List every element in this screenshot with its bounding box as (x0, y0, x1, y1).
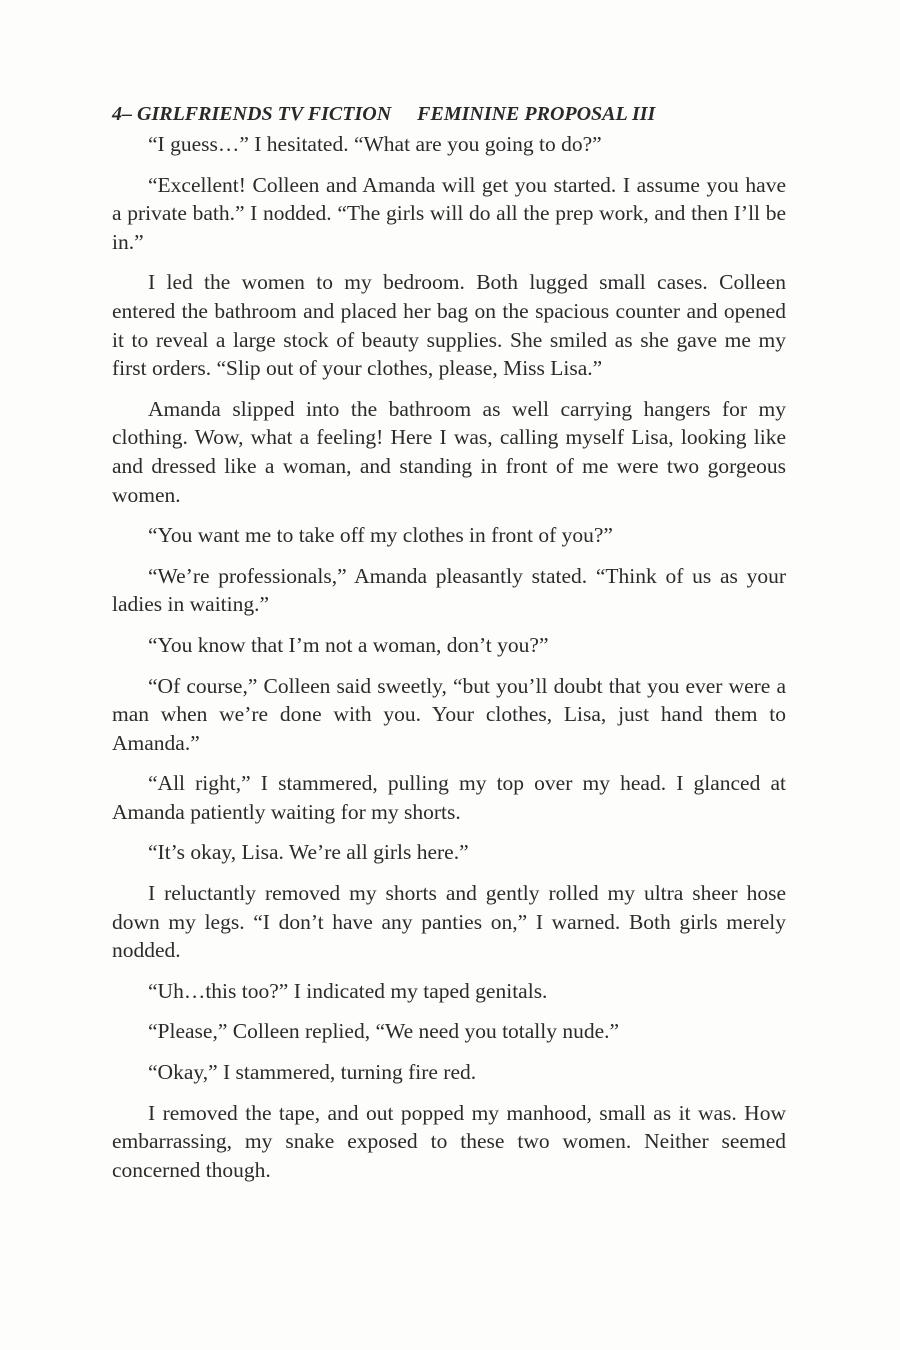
paragraph: Amanda slipped into the bathroom as well carrying hangers for my clothing. Wow, what a feeling! Here I was, calling myself Lisa, looking like and dressed like a woman, and standing in front of me were two gorgeous women. (112, 396, 786, 507)
paragraph: I removed the tape, and out popped my manhood, small as it was. How embarrassing, my snake exposed to these two women. Neither seemed concerned though. (112, 1100, 786, 1182)
page-number: 4 (112, 103, 122, 125)
header-separator: – (122, 103, 132, 125)
paragraph: “It’s okay, Lisa. We’re all girls here.” (148, 840, 469, 865)
paragraph: I reluctantly removed my shorts and gently rolled my ultra sheer hose down my legs. “I don’t have any panties on,” I warned. Both girls merely nodded. (112, 881, 786, 963)
paragraph: “Excellent! Colleen and Amanda will get you started. I assume you have a private bath.” I nodded. “The girls will do all the prep work, and then I’ll be in.” (112, 172, 786, 254)
body-text (112, 130, 786, 1196)
paragraph: “We’re professionals,” Amanda pleasantly stated. “Think of us as your ladies in waiting.” (112, 563, 786, 617)
story-title: FEMININE PROPOSAL III (417, 103, 656, 125)
section-title: GIRLFRIENDS TV FICTION (137, 103, 392, 125)
paragraph: “All right,” I stammered, pulling my top over my head. I glanced at Amanda patiently waiting for my shorts. (112, 771, 786, 824)
paragraph: “Uh…this too?” I indicated my taped genitals. (148, 978, 548, 1003)
paragraph: “Of course,” Colleen said sweetly, “but you’ll doubt that you ever were a man when we’re done with you. Your clothes, Lisa, just hand them to Amanda.” (112, 673, 786, 755)
paragraph: I led the women to my bedroom. Both lugged small cases. Colleen entered the bathroom and placed her bag on the spacious counter and opened it to reveal a large stock of beauty supplies. She smiled as she gave me my first orders. “Slip out of your clothes, please, Miss Lisa.” (112, 270, 786, 381)
running-header (112, 103, 655, 126)
paragraph: “I guess…” I hesitated. “What are you going to do?” (148, 132, 602, 156)
paragraph: “You want me to take off my clothes in front of you?” (148, 523, 613, 548)
paragraph: “Please,” Colleen replied, “We need you totally nude.” (148, 1019, 620, 1044)
paragraph: “You know that I’m not a woman, don’t you?” (148, 632, 549, 657)
paragraph: “Okay,” I stammered, turning fire red. (148, 1060, 477, 1085)
